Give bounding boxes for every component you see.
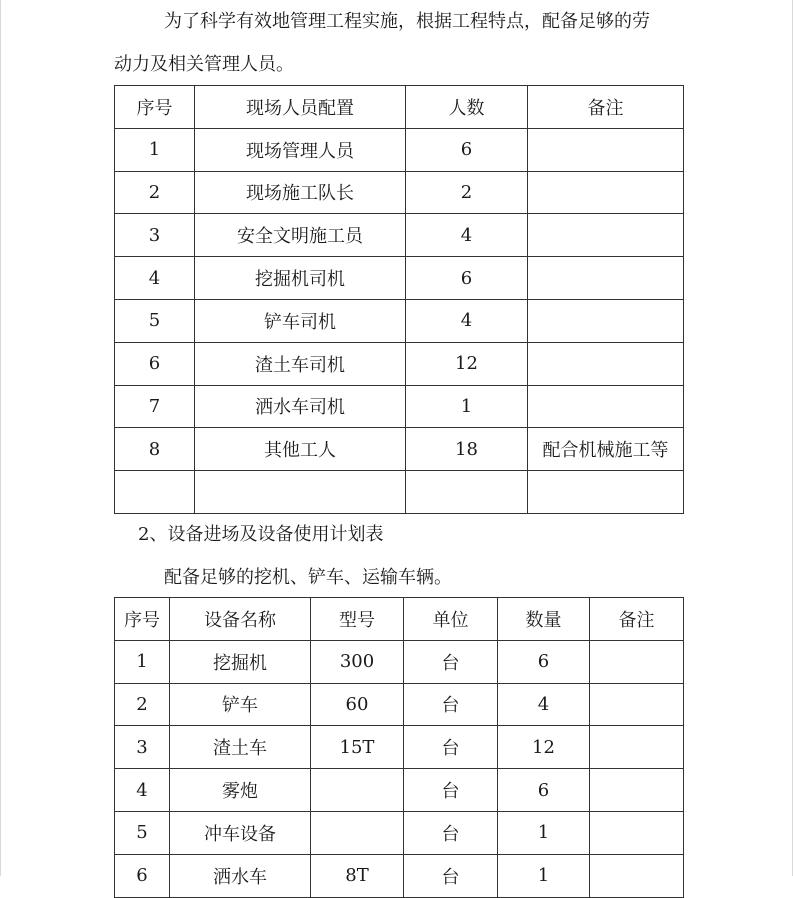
- equipment-table-cell: 台: [404, 811, 498, 854]
- intro-line-1: 为了科学有效地管理工程实施，根据工程特点，配备足够的劳: [164, 11, 650, 32]
- staff-table-cell: 6: [406, 128, 528, 171]
- equipment-table: [114, 597, 684, 898]
- staff-table-cell: 其他工人: [195, 428, 406, 471]
- equipment-table-cell: 冲车设备: [170, 811, 311, 854]
- equipment-table-cell: 2: [115, 683, 170, 726]
- equipment-table-cell: [590, 683, 684, 726]
- equipment-table-cell: 1: [498, 854, 590, 897]
- staff-table-header-cell: 人数: [406, 86, 528, 129]
- equipment-table-cell: 6: [498, 769, 590, 812]
- equipment-table-cell: 台: [404, 769, 498, 812]
- equipment-table-cell: 3: [115, 726, 170, 769]
- staff-table-cell: 4: [115, 257, 195, 300]
- equipment-table-header-cell: 设备名称: [170, 598, 311, 641]
- equipment-table-cell: 6: [498, 640, 590, 683]
- staff-table-cell: [115, 471, 195, 514]
- equipment-table-header-cell: 数量: [498, 598, 590, 641]
- staff-table-row: [115, 428, 684, 471]
- staff-table-cell: 3: [115, 214, 195, 257]
- equipment-table-header-cell: 序号: [115, 598, 170, 641]
- equipment-table-cell: [311, 769, 404, 812]
- section-2-heading: 2、设备进场及设备使用计划表: [138, 524, 384, 545]
- equipment-table-row: [115, 811, 684, 854]
- staff-table-cell: 渣土车司机: [195, 342, 406, 385]
- equipment-table-cell: 渣土车: [170, 726, 311, 769]
- staff-table-cell: [528, 257, 684, 300]
- equipment-table-cell: 12: [498, 726, 590, 769]
- staff-table-cell: [528, 128, 684, 171]
- equipment-table-cell: 15T: [311, 726, 404, 769]
- staff-table-cell: 6: [406, 257, 528, 300]
- staff-table-cell: [528, 171, 684, 214]
- equipment-table-cell: [590, 769, 684, 812]
- equipment-table-cell: [311, 811, 404, 854]
- staff-table-header-row: [115, 86, 684, 129]
- equipment-table-cell: [590, 811, 684, 854]
- staff-table-cell: 4: [406, 214, 528, 257]
- staff-table-cell: [528, 471, 684, 514]
- equipment-table-cell: 8T: [311, 854, 404, 897]
- equipment-table-cell: 4: [115, 769, 170, 812]
- intro-line-2: 动力及相关管理人员。: [114, 54, 294, 75]
- staff-table-row: [115, 257, 684, 300]
- equipment-table-row: [115, 769, 684, 812]
- staff-table-cell: 洒水车司机: [195, 385, 406, 428]
- staff-table-cell: [528, 214, 684, 257]
- staff-table-row: [115, 214, 684, 257]
- staff-table-row: [115, 342, 684, 385]
- staff-table-cell: 现场施工队长: [195, 171, 406, 214]
- staff-table-cell: [528, 299, 684, 342]
- equipment-table-cell: 台: [404, 726, 498, 769]
- equipment-table-row: [115, 726, 684, 769]
- page-edge-left: [0, 0, 1, 876]
- equipment-table-cell: 4: [498, 683, 590, 726]
- equipment-table-header-cell: 备注: [590, 598, 684, 641]
- staff-table-row: [115, 471, 684, 514]
- staff-table-cell: [195, 471, 406, 514]
- equipment-table-cell: 1: [498, 811, 590, 854]
- staff-table-cell: 8: [115, 428, 195, 471]
- equipment-table-cell: 雾炮: [170, 769, 311, 812]
- staff-table-cell: 安全文明施工员: [195, 214, 406, 257]
- staff-table-cell: [528, 342, 684, 385]
- equipment-table-header-row: [115, 598, 684, 641]
- equipment-table-cell: 5: [115, 811, 170, 854]
- staff-table-cell: 现场管理人员: [195, 128, 406, 171]
- staff-table-cell: 18: [406, 428, 528, 471]
- staff-table-cell: 2: [115, 171, 195, 214]
- equipment-table-cell: 台: [404, 640, 498, 683]
- staff-table-row: [115, 128, 684, 171]
- staff-table-cell: 4: [406, 299, 528, 342]
- staff-table-cell: [406, 471, 528, 514]
- staff-table-cell: 7: [115, 385, 195, 428]
- staff-table-cell: 1: [406, 385, 528, 428]
- equipment-table-cell: [590, 726, 684, 769]
- equipment-table-cell: 60: [311, 683, 404, 726]
- equipment-table-row: [115, 640, 684, 683]
- equipment-table-cell: 台: [404, 854, 498, 897]
- staff-table-cell: 铲车司机: [195, 299, 406, 342]
- equipment-table-row: [115, 683, 684, 726]
- staff-table-cell: 2: [406, 171, 528, 214]
- staff-table-row: [115, 385, 684, 428]
- equipment-table-cell: 铲车: [170, 683, 311, 726]
- staff-table-cell: 6: [115, 342, 195, 385]
- staff-table-cell: 挖掘机司机: [195, 257, 406, 300]
- equipment-table-cell: 洒水车: [170, 854, 311, 897]
- equipment-table-cell: 挖掘机: [170, 640, 311, 683]
- staff-table-row: [115, 299, 684, 342]
- section-2-body: 配备足够的挖机、铲车、运输车辆。: [164, 567, 452, 588]
- equipment-table-cell: 300: [311, 640, 404, 683]
- staff-table-cell: [528, 385, 684, 428]
- equipment-table-header-cell: 单位: [404, 598, 498, 641]
- staff-table-cell: 配合机械施工等: [528, 428, 684, 471]
- staff-table-header-cell: 备注: [528, 86, 684, 129]
- staff-table-row: [115, 171, 684, 214]
- staff-table: [114, 85, 684, 514]
- staff-table-cell: 5: [115, 299, 195, 342]
- staff-table-header-cell: 现场人员配置: [195, 86, 406, 129]
- equipment-table-cell: 6: [115, 854, 170, 897]
- equipment-table-cell: 1: [115, 640, 170, 683]
- equipment-table-cell: [590, 640, 684, 683]
- staff-table-header-cell: 序号: [115, 86, 195, 129]
- staff-table-cell: 12: [406, 342, 528, 385]
- equipment-table-cell: 台: [404, 683, 498, 726]
- equipment-table-header-cell: 型号: [311, 598, 404, 641]
- staff-table-cell: 1: [115, 128, 195, 171]
